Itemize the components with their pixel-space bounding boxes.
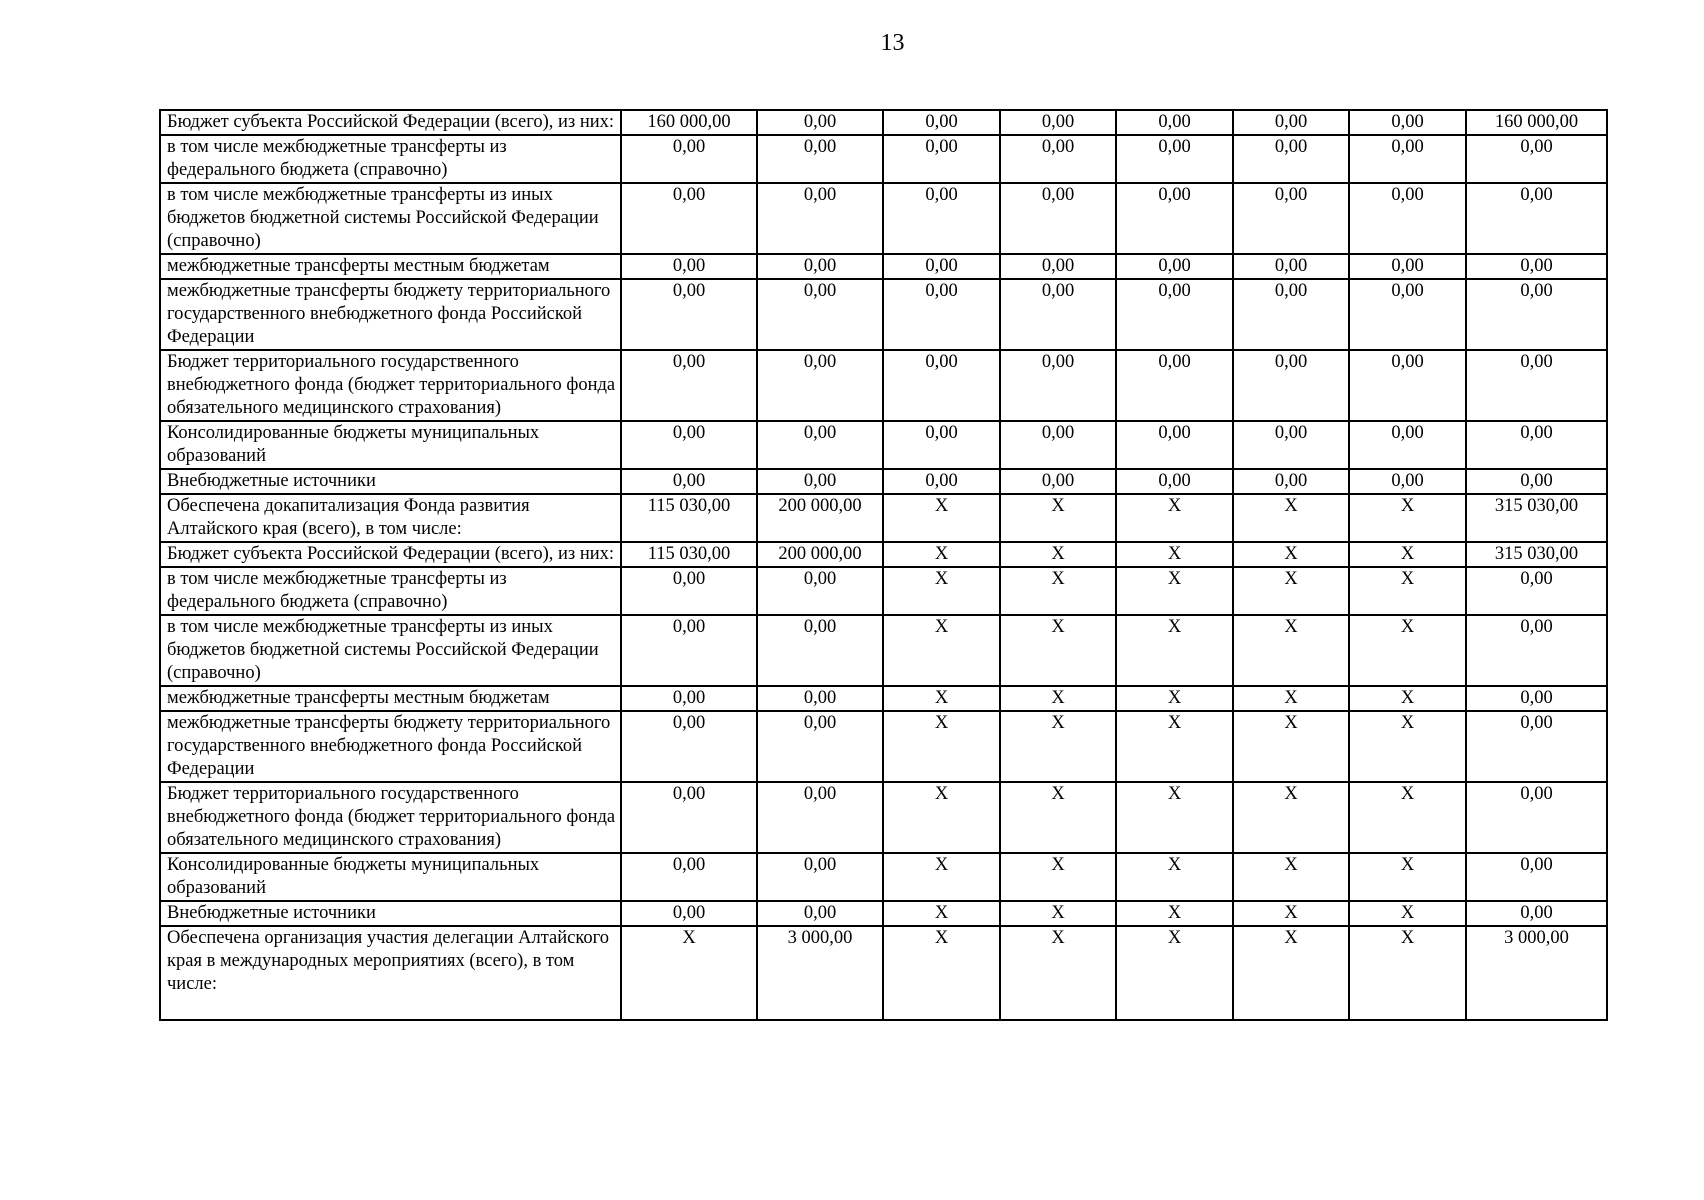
value-cell: 0,00 <box>883 110 1000 135</box>
value-cell: 0,00 <box>621 421 757 469</box>
table-row <box>160 421 1607 469</box>
value-cell: 0,00 <box>1349 421 1466 469</box>
value-cell: 0,00 <box>1116 469 1233 494</box>
value-cell: 0,00 <box>757 853 883 901</box>
value-cell: X <box>1116 615 1233 686</box>
value-cell: X <box>1000 494 1116 542</box>
value-cell: 0,00 <box>1233 135 1349 183</box>
value-cell: X <box>621 926 757 1020</box>
row-label: Внебюджетные источники <box>160 469 621 494</box>
value-cell: 0,00 <box>1233 183 1349 254</box>
value-cell: 0,00 <box>757 183 883 254</box>
value-cell: X <box>1349 853 1466 901</box>
row-label: Обеспечена докапитализация Фонда развития Алтайского края (всего), в том числе: <box>160 494 621 542</box>
row-label: в том числе межбюджетные трансферты из федерального бюджета (справочно) <box>160 135 621 183</box>
table-row <box>160 711 1607 782</box>
value-cell: 0,00 <box>621 853 757 901</box>
total-cell: 160 000,00 <box>1466 110 1607 135</box>
table-row <box>160 686 1607 711</box>
value-cell: X <box>1000 782 1116 853</box>
row-label: Обеспечена организация участия делегации Алтайского края в международных мероприятиях (всего), в том числе: <box>160 926 621 1020</box>
value-cell: 160 000,00 <box>621 110 757 135</box>
value-cell: X <box>883 926 1000 1020</box>
total-cell: 0,00 <box>1466 782 1607 853</box>
value-cell: X <box>1349 494 1466 542</box>
value-cell: 0,00 <box>757 901 883 926</box>
value-cell: X <box>1116 926 1233 1020</box>
total-cell: 0,00 <box>1466 615 1607 686</box>
value-cell: 0,00 <box>1000 279 1116 350</box>
value-cell: X <box>1233 494 1349 542</box>
total-cell: 0,00 <box>1466 183 1607 254</box>
value-cell: X <box>1000 926 1116 1020</box>
value-cell: 0,00 <box>1000 135 1116 183</box>
value-cell: 0,00 <box>1116 135 1233 183</box>
total-cell: 0,00 <box>1466 350 1607 421</box>
row-label: Бюджет территориального государственного внебюджетного фонда (бюджет территориального фонда обязательного медицинского страхования) <box>160 782 621 853</box>
row-label: межбюджетные трансферты бюджету территориального государственного внебюджетного фонда Российской Федерации <box>160 279 621 350</box>
table-row <box>160 542 1607 567</box>
value-cell: 0,00 <box>621 711 757 782</box>
budget-table <box>159 109 1608 1021</box>
value-cell: 0,00 <box>757 567 883 615</box>
value-cell: X <box>1116 494 1233 542</box>
total-cell: 315 030,00 <box>1466 494 1607 542</box>
value-cell: X <box>883 901 1000 926</box>
value-cell: 0,00 <box>621 615 757 686</box>
value-cell: 0,00 <box>1233 254 1349 279</box>
value-cell: X <box>1349 901 1466 926</box>
value-cell: 0,00 <box>1116 279 1233 350</box>
value-cell: 0,00 <box>621 782 757 853</box>
value-cell: 0,00 <box>883 350 1000 421</box>
value-cell: X <box>883 782 1000 853</box>
value-cell: X <box>1233 567 1349 615</box>
row-label: Бюджет территориального государственного внебюджетного фонда (бюджет территориального фонда обязательного медицинского страхования) <box>160 350 621 421</box>
value-cell: 0,00 <box>757 254 883 279</box>
value-cell: 0,00 <box>1000 421 1116 469</box>
value-cell: X <box>1233 711 1349 782</box>
value-cell: X <box>1000 542 1116 567</box>
total-cell: 0,00 <box>1466 686 1607 711</box>
value-cell: 3 000,00 <box>757 926 883 1020</box>
value-cell: 0,00 <box>757 711 883 782</box>
value-cell: 0,00 <box>1000 110 1116 135</box>
row-label: Бюджет субъекта Российской Федерации (всего), из них: <box>160 542 621 567</box>
value-cell: 0,00 <box>757 421 883 469</box>
value-cell: 0,00 <box>883 135 1000 183</box>
total-cell: 315 030,00 <box>1466 542 1607 567</box>
table-row <box>160 901 1607 926</box>
value-cell: 0,00 <box>757 782 883 853</box>
value-cell: X <box>1116 853 1233 901</box>
value-cell: X <box>1116 542 1233 567</box>
value-cell: X <box>1349 615 1466 686</box>
value-cell: X <box>1000 711 1116 782</box>
value-cell: X <box>1116 567 1233 615</box>
value-cell: 0,00 <box>1349 350 1466 421</box>
value-cell: 0,00 <box>1233 350 1349 421</box>
value-cell: 0,00 <box>621 350 757 421</box>
value-cell: X <box>1116 901 1233 926</box>
value-cell: 0,00 <box>757 686 883 711</box>
value-cell: X <box>883 542 1000 567</box>
value-cell: 0,00 <box>621 135 757 183</box>
row-label: межбюджетные трансферты местным бюджетам <box>160 686 621 711</box>
value-cell: X <box>883 494 1000 542</box>
value-cell: 0,00 <box>883 421 1000 469</box>
table-row <box>160 615 1607 686</box>
value-cell: 0,00 <box>621 686 757 711</box>
value-cell: X <box>1349 782 1466 853</box>
value-cell: 0,00 <box>621 567 757 615</box>
total-cell: 0,00 <box>1466 711 1607 782</box>
value-cell: 0,00 <box>621 901 757 926</box>
table-row <box>160 254 1607 279</box>
value-cell: X <box>1233 901 1349 926</box>
value-cell: X <box>1349 567 1466 615</box>
table-row <box>160 135 1607 183</box>
value-cell: X <box>1000 567 1116 615</box>
value-cell: X <box>1000 901 1116 926</box>
value-cell: X <box>1349 926 1466 1020</box>
value-cell: 0,00 <box>757 469 883 494</box>
value-cell: 0,00 <box>1233 421 1349 469</box>
value-cell: X <box>1233 686 1349 711</box>
total-cell: 0,00 <box>1466 254 1607 279</box>
total-cell: 0,00 <box>1466 135 1607 183</box>
row-label: межбюджетные трансферты бюджету территориального государственного внебюджетного фонда Российской Федерации <box>160 711 621 782</box>
total-cell: 0,00 <box>1466 901 1607 926</box>
value-cell: 0,00 <box>1349 183 1466 254</box>
value-cell: 0,00 <box>1116 421 1233 469</box>
value-cell: 0,00 <box>621 469 757 494</box>
value-cell: 0,00 <box>883 279 1000 350</box>
table-row <box>160 183 1607 254</box>
value-cell: 0,00 <box>1000 254 1116 279</box>
value-cell: X <box>1233 542 1349 567</box>
value-cell: 0,00 <box>1000 183 1116 254</box>
row-label: Внебюджетные источники <box>160 901 621 926</box>
value-cell: X <box>883 711 1000 782</box>
value-cell: 0,00 <box>621 279 757 350</box>
table-row <box>160 782 1607 853</box>
row-label: Консолидированные бюджеты муниципальных образований <box>160 421 621 469</box>
value-cell: 0,00 <box>1233 469 1349 494</box>
table-row <box>160 110 1607 135</box>
value-cell: 0,00 <box>1116 183 1233 254</box>
value-cell: X <box>1000 615 1116 686</box>
row-label: межбюджетные трансферты местным бюджетам <box>160 254 621 279</box>
table-row <box>160 926 1607 1020</box>
value-cell: 0,00 <box>757 350 883 421</box>
page-number: 13 <box>880 30 905 56</box>
row-label: Консолидированные бюджеты муниципальных образований <box>160 853 621 901</box>
total-cell: 0,00 <box>1466 567 1607 615</box>
table-row <box>160 853 1607 901</box>
row-label: Бюджет субъекта Российской Федерации (всего), из них: <box>160 110 621 135</box>
table-row <box>160 494 1607 542</box>
value-cell: 200 000,00 <box>757 494 883 542</box>
value-cell: 0,00 <box>1116 254 1233 279</box>
value-cell: X <box>1349 686 1466 711</box>
value-cell: 0,00 <box>757 615 883 686</box>
value-cell: X <box>1116 782 1233 853</box>
value-cell: 0,00 <box>1349 279 1466 350</box>
total-cell: 0,00 <box>1466 853 1607 901</box>
table-row <box>160 350 1607 421</box>
value-cell: 0,00 <box>1233 110 1349 135</box>
value-cell: 0,00 <box>757 110 883 135</box>
value-cell: 0,00 <box>621 183 757 254</box>
value-cell: X <box>1116 686 1233 711</box>
row-label: в том числе межбюджетные трансферты из иных бюджетов бюджетной системы Российской Федерации (справочно) <box>160 615 621 686</box>
value-cell: 115 030,00 <box>621 494 757 542</box>
value-cell: 0,00 <box>621 254 757 279</box>
value-cell: X <box>1349 542 1466 567</box>
value-cell: X <box>1233 615 1349 686</box>
value-cell: X <box>1233 926 1349 1020</box>
value-cell: 0,00 <box>1349 135 1466 183</box>
total-cell: 0,00 <box>1466 421 1607 469</box>
value-cell: X <box>1233 853 1349 901</box>
total-cell: 3 000,00 <box>1466 926 1607 1020</box>
value-cell: 200 000,00 <box>757 542 883 567</box>
table-row <box>160 279 1607 350</box>
value-cell: 0,00 <box>757 279 883 350</box>
value-cell: 0,00 <box>757 135 883 183</box>
table-row <box>160 567 1607 615</box>
value-cell: X <box>1233 782 1349 853</box>
value-cell: 0,00 <box>883 469 1000 494</box>
value-cell: 0,00 <box>1349 110 1466 135</box>
table-row <box>160 469 1607 494</box>
value-cell: X <box>1000 686 1116 711</box>
value-cell: 0,00 <box>1349 469 1466 494</box>
value-cell: 0,00 <box>1233 279 1349 350</box>
value-cell: X <box>883 567 1000 615</box>
row-label: в том числе межбюджетные трансферты из иных бюджетов бюджетной системы Российской Федерации (справочно) <box>160 183 621 254</box>
value-cell: 0,00 <box>1349 254 1466 279</box>
value-cell: X <box>883 686 1000 711</box>
value-cell: 115 030,00 <box>621 542 757 567</box>
value-cell: 0,00 <box>1000 350 1116 421</box>
row-label: в том числе межбюджетные трансферты из федерального бюджета (справочно) <box>160 567 621 615</box>
value-cell: X <box>1349 711 1466 782</box>
total-cell: 0,00 <box>1466 469 1607 494</box>
value-cell: X <box>883 853 1000 901</box>
value-cell: X <box>883 615 1000 686</box>
value-cell: X <box>1116 711 1233 782</box>
value-cell: 0,00 <box>883 183 1000 254</box>
total-cell: 0,00 <box>1466 279 1607 350</box>
value-cell: 0,00 <box>1116 350 1233 421</box>
value-cell: X <box>1000 853 1116 901</box>
value-cell: 0,00 <box>1000 469 1116 494</box>
value-cell: 0,00 <box>883 254 1000 279</box>
value-cell: 0,00 <box>1116 110 1233 135</box>
